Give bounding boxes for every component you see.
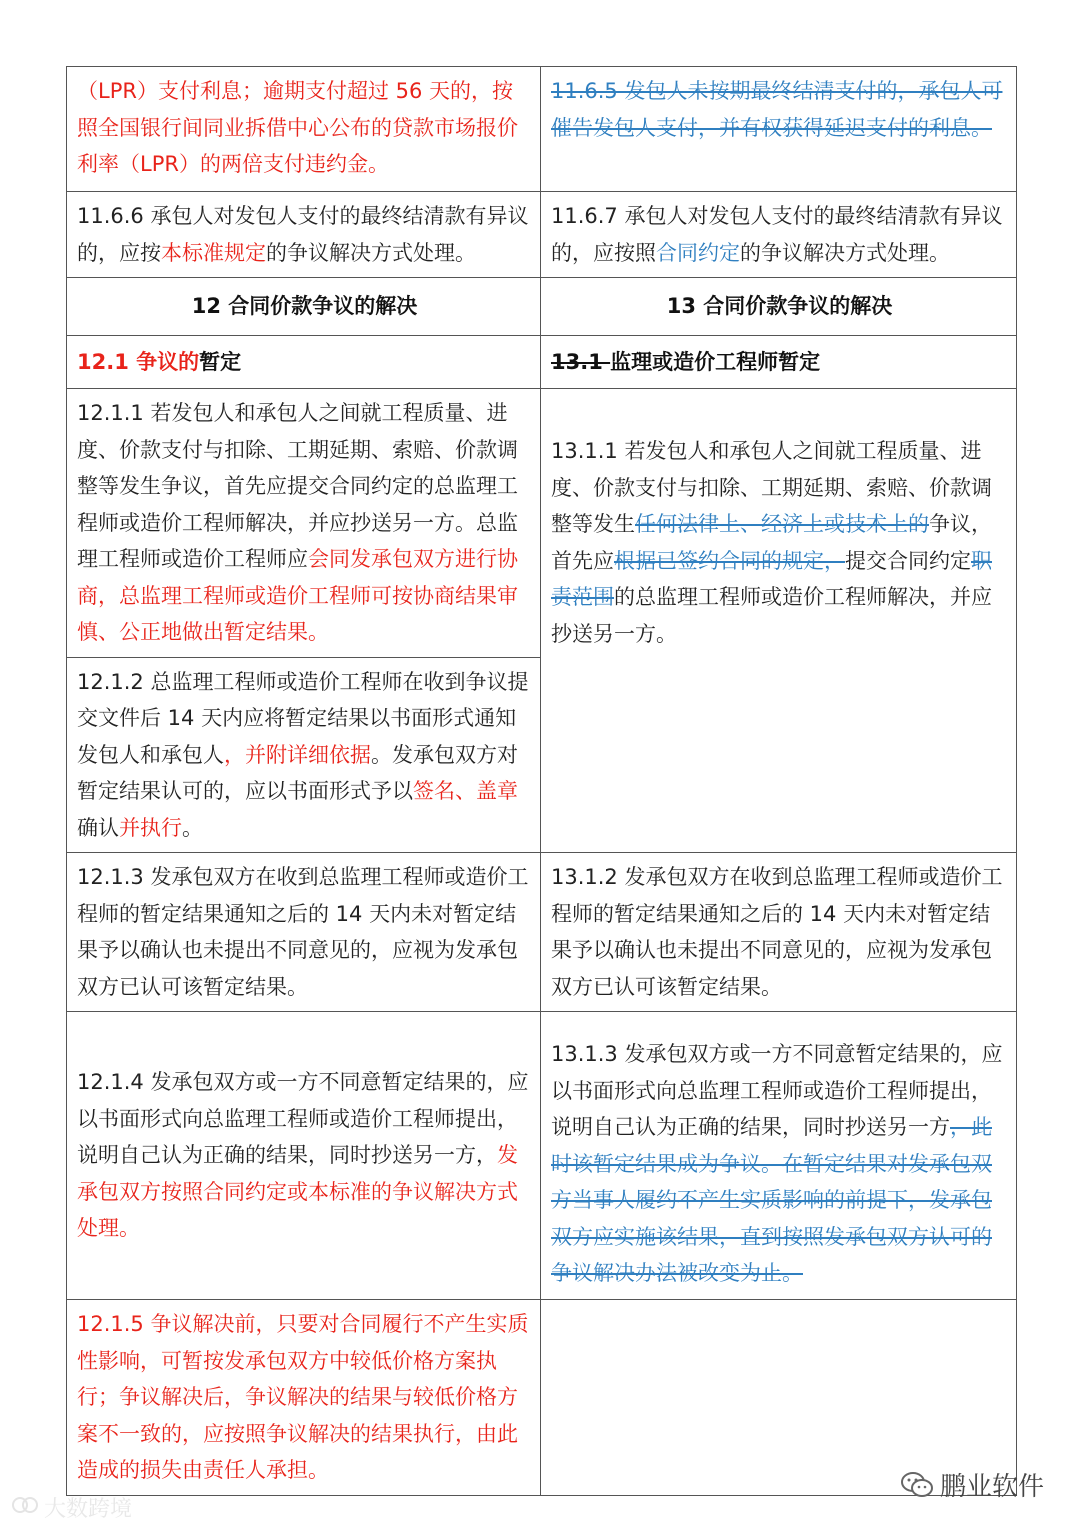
watermark-icon: [12, 1495, 38, 1521]
subsection-heading-left: [67, 336, 541, 389]
brand-footer: [900, 1466, 1044, 1503]
text-segment: ，此时该暂定结果成为争议。在暂定结果对发承包双方当事人履约不产生实质影响的前提下，发承包双方应实施该结果，直到按照发承包双方认可的争议解决办法被改变为止。: [551, 1115, 992, 1285]
clause-13-1-3: [541, 1012, 1017, 1300]
text-segment: 13.1: [551, 349, 611, 374]
section-heading-right: [541, 278, 1017, 336]
row2-left: [67, 192, 541, 278]
clause-12-1-5: [67, 1300, 541, 1496]
clause-12-1-4: [67, 1012, 541, 1300]
text-segment: ，并附详细依据: [224, 742, 371, 767]
text-segment: 13.1.2 发承包双方在收到总监理工程师或造价工程师的暂定结果通知之后的 14 天内未对暂定结果予以确认也未提出不同意见的，应视为发承包双方已认可该暂定结果。: [551, 865, 1003, 999]
text-segment: 12 合同价款争议的解决: [191, 294, 418, 319]
text-segment: 签名、盖章: [413, 779, 518, 803]
text-segment: 13.1.3 发承包双方或一方不同意暂定结果的，应以书面形式向总监理工程师或造价工程师提出，说明自己认为正确的结果，同时抄送另一方: [551, 1042, 1003, 1139]
text-segment: 12.1.3 发承包双方在收到总监理工程师或造价工程师的暂定结果通知之后的 14 天内未对暂定结果予以确认也未提出不同意见的，应视为发承包双方已认可该暂定结果。: [77, 865, 529, 999]
text-segment: 根据已签约合同的规定，: [614, 548, 845, 573]
text-segment: 发承包双方按照合同约定或本标准的争议解决方式处理。: [77, 1143, 518, 1241]
text-segment: 合同约定: [656, 240, 740, 265]
clause-13-1-2: [541, 853, 1017, 1012]
text-segment: 13.1.1 若发包人和承包人之间就工程质量、进度、价款支付与扣除、工期延期、索赔、价款调整等发生: [551, 439, 992, 536]
clause-12-1-1: [67, 389, 541, 658]
text-segment: 11.6.5 发包人未按期最终结清支付的，承包人可催告发包人支付，并有权获得延迟支付的利息。: [551, 79, 1003, 140]
text-segment: 12.1.5 争议解决前，只要对合同履行不产生实质性影响，可暂按发承包双方中较低价格方案执行；争议解决后，争议解决的结果与较低价格方案不一致的，应按照争议解决的结果执行，由此造成的损失由责任人承担。: [77, 1312, 529, 1482]
row1-left: [67, 67, 541, 192]
text-segment: 。: [182, 815, 203, 840]
text-segment: （LPR）支付利息；逾期支付超过 56 天的，按照全国银行间同业拆借中心公布的贷款市场报价利率（LPR）的两倍支付违约金。: [77, 79, 518, 176]
text-segment: 争议，首先应: [551, 512, 992, 573]
text-segment: 暂定: [199, 349, 242, 374]
watermark: [12, 1492, 132, 1523]
text-segment: 的争议解决方式处理。: [266, 240, 476, 265]
text-segment: 本标准规定: [161, 240, 266, 265]
text-segment: 监理或造价工程师暂定: [610, 349, 821, 374]
text-segment: 提交合同约定: [845, 548, 971, 573]
row1-right: [541, 67, 1017, 192]
text-segment: 12.1 争议的: [77, 349, 200, 374]
text-segment: 。发承包双方对暂定结果认可的，应以书面形式予以: [77, 742, 518, 803]
clause-13-1-1: [541, 389, 1017, 853]
brand-name: 鹏业软件: [939, 1472, 1044, 1502]
clause-12-1-3: [67, 853, 541, 1012]
text-segment: 12.1.2 总监理工程师或造价工程师在收到争议提交文件后 14 天内应将暂定结果以书面形式通知发包人和承包人: [77, 669, 529, 767]
watermark-text: 大数跨境: [44, 1497, 133, 1522]
text-segment: 11.6.7 承包人对发包人支付的最终结清款有异议的，应按照: [551, 204, 1003, 265]
comparison-table: [66, 66, 1017, 1496]
text-segment: 13 合同价款争议的解决: [666, 294, 893, 319]
row2-right: [541, 192, 1017, 278]
text-segment: 会同发承包双方进行协商，总监理工程师或造价工程师可按协商结果审慎、公正地做出暂定结果。: [77, 547, 518, 644]
text-segment: 12.1.4 发承包双方或一方不同意暂定结果的，应以书面形式向总监理工程师或造价工程师提出，说明自己认为正确的结果，同时抄送另一方，: [77, 1070, 529, 1168]
text-segment: 并执行: [119, 815, 182, 840]
text-segment: 的争议解决方式处理。: [740, 240, 950, 265]
text-segment: 职责范围: [551, 548, 992, 609]
wechat-icon: [900, 1470, 934, 1500]
text-segment: 12.1.1 若发包人和承包人之间就工程质量、进度、价款支付与扣除、工期延期、索赔、价款调整等发生争议，首先应提交合同约定的总监理工程师或造价工程师解决，并应抄送另一方。总监理工程师或造价工程师应: [77, 401, 518, 571]
text-segment: 任何法律上、经济上或技术上的: [635, 512, 929, 536]
text-segment: 的总监理工程师或造价工程师解决，并应抄送另一方。: [551, 585, 992, 646]
text-segment: 确认: [77, 815, 119, 840]
text-segment: 11.6.6 承包人对发包人支付的最终结清款有异议的，应按: [77, 204, 529, 265]
subsection-heading-right: [541, 336, 1017, 389]
section-heading-left: [67, 278, 541, 336]
clause-12-1-2: [67, 657, 541, 853]
